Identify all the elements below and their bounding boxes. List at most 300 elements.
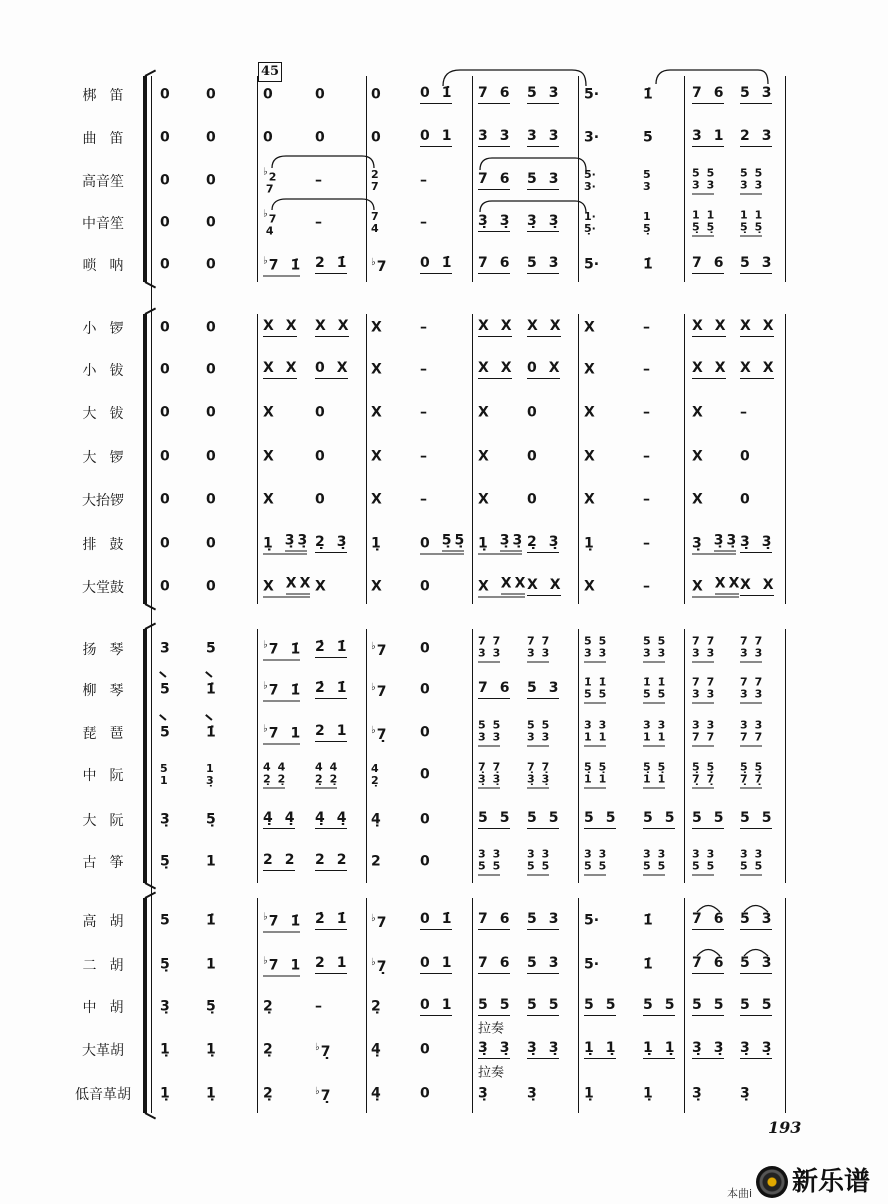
beamed-group: [643, 677, 665, 704]
chord: 7 3: [706, 675, 715, 701]
note: 2̣: [315, 534, 325, 550]
instrument-label: 唢呐: [82, 258, 137, 274]
barline: [578, 629, 579, 883]
beamed-group: [740, 998, 772, 1016]
percussion-hit: X: [263, 404, 274, 421]
rest: 0: [527, 491, 537, 508]
instrument-label: 小锣: [82, 321, 137, 337]
chord: 7 3: [740, 634, 748, 660]
beat: [643, 762, 665, 789]
beat: [692, 319, 726, 337]
chord: 5 3: [657, 634, 666, 660]
beamed-group: [527, 129, 559, 147]
chord: 3 1: [657, 718, 666, 744]
note: 1: [206, 853, 216, 870]
note: 1̇: [643, 256, 653, 273]
beat: [420, 580, 430, 595]
beat: [740, 493, 750, 508]
chord: 5 3: [692, 166, 700, 192]
note: 5: [548, 997, 559, 1013]
beat: [527, 214, 559, 232]
beamed-group: [263, 722, 300, 745]
hold-dash: –: [643, 361, 650, 378]
beat: [263, 88, 273, 103]
note: 1̇: [290, 257, 301, 274]
percussion-hit: X: [336, 360, 348, 376]
flat-sign: ♭: [371, 641, 376, 652]
note: ♭7: [263, 255, 279, 274]
note: 1: [290, 725, 301, 742]
beat: [206, 537, 216, 552]
beat: [478, 534, 522, 555]
beat: [527, 406, 537, 421]
beat: [206, 258, 216, 273]
percussion-hit: X: [371, 448, 382, 465]
note: 3̣: [284, 532, 295, 549]
slur: [480, 201, 586, 213]
beat: [315, 811, 347, 829]
note: 1: [290, 957, 301, 974]
beamed-group: [263, 762, 285, 789]
note: 1̇: [206, 724, 216, 741]
note: 5: [527, 997, 537, 1013]
chord: 1 5̣: [692, 208, 700, 234]
note: 2̇: [315, 639, 325, 655]
flat-sign: ♭: [371, 682, 376, 693]
page-number: 193: [768, 1118, 802, 1137]
note: 3̣: [499, 213, 510, 229]
beat: [206, 363, 216, 378]
chord: 5 3: [492, 718, 501, 744]
note: 5: [605, 810, 616, 826]
beat: [692, 1041, 724, 1059]
beamed-group: [527, 256, 559, 274]
instrument-label: 排鼓: [82, 537, 137, 553]
beat: [315, 88, 325, 103]
note: 3̣: [761, 1040, 772, 1056]
barline: [578, 898, 579, 1113]
beat: [371, 813, 381, 828]
beat: [160, 726, 170, 741]
chord: 7 3: [754, 675, 763, 701]
beat: [692, 493, 703, 508]
beamed-group: [692, 912, 724, 930]
note: 3̣: [548, 534, 559, 550]
barline: [472, 629, 473, 883]
rest: 0: [160, 535, 170, 552]
percussion-hit: X: [371, 361, 382, 378]
chord: 1 5̣: [754, 208, 763, 234]
chord: 5· 3·: [584, 168, 596, 193]
beamed-group: [740, 210, 762, 237]
chord: 2 7: [371, 168, 379, 193]
instrument-label: 梆笛: [82, 88, 137, 104]
beamed-group: [527, 1041, 559, 1059]
beat: [420, 363, 427, 378]
percussion-hit: X: [478, 360, 489, 376]
beat: [420, 450, 427, 465]
beat: [478, 319, 512, 337]
beat: [478, 361, 512, 379]
percussion-hit: X: [584, 491, 595, 508]
beat: [527, 361, 560, 379]
beamed-group: [527, 535, 559, 553]
hold-dash: –: [420, 448, 427, 465]
flat-sign: ♭: [371, 913, 376, 924]
note: 3: [548, 911, 559, 927]
percussion-hit: X: [714, 318, 726, 334]
beat: [160, 131, 170, 146]
beamed-group: [740, 811, 772, 829]
beat: [315, 535, 347, 553]
chord: 3 5: [492, 847, 501, 873]
note: 2̣: [371, 998, 381, 1015]
note: 3̣: [297, 532, 308, 549]
beat: [740, 720, 762, 747]
beat: [315, 319, 349, 337]
chord: 5 3: [643, 168, 651, 193]
note: 2̣: [263, 1041, 273, 1058]
barline: [785, 629, 786, 883]
instrument-label: 扬琴: [82, 642, 137, 658]
logo-text: 新乐谱: [792, 1167, 871, 1197]
beat: [527, 636, 549, 663]
rest: 0: [206, 361, 216, 378]
note: 3: [548, 171, 559, 187]
chord: 3 1: [598, 718, 607, 744]
beat: [643, 914, 653, 929]
beat: [160, 493, 170, 508]
beamed-group: [478, 129, 510, 147]
beat: [527, 172, 559, 190]
note: 5: [692, 810, 702, 826]
beat: [263, 722, 300, 745]
beat: [160, 450, 170, 465]
rest: 0: [160, 214, 170, 231]
beat: [740, 578, 774, 596]
rest: 0: [160, 491, 170, 508]
rest: 0: [315, 404, 325, 421]
beat: [206, 493, 216, 508]
chord: 4 2̣: [263, 760, 271, 786]
beat: [206, 1000, 216, 1015]
beat: [206, 450, 216, 465]
chord: 5̣ 7̣: [754, 760, 763, 786]
beamed-group: [584, 636, 606, 663]
instrument-label: 琵琶: [82, 726, 137, 742]
flat-sign: ♭: [263, 680, 268, 692]
note: 3: [761, 128, 772, 144]
rest: 0: [206, 491, 216, 508]
beamed-group: [692, 534, 736, 555]
beat: [584, 406, 595, 421]
beat: [263, 638, 300, 661]
beat: [584, 211, 596, 235]
chord: 7 3: [541, 634, 550, 660]
chord: 3 1: [643, 718, 651, 744]
beat: [160, 1000, 170, 1015]
chord: 5 3: [541, 718, 550, 744]
beamed-group: [740, 256, 772, 274]
beamed-group: [420, 256, 452, 274]
beat: [263, 1087, 273, 1102]
beat: [206, 914, 216, 929]
beamed-group: [478, 361, 512, 379]
beat: [584, 88, 599, 103]
chord: 7 3: [492, 634, 501, 660]
beamed-group: [315, 762, 337, 789]
percussion-hit: X: [692, 404, 703, 421]
note: 1̇: [643, 86, 653, 103]
group-bracket: [143, 898, 147, 1113]
beat: [643, 811, 675, 829]
note: 1̣: [584, 1085, 594, 1102]
chord: 1̇ 5: [657, 675, 666, 701]
beat: [420, 129, 452, 147]
beat: [643, 131, 653, 146]
instrument-label: 古筝: [82, 855, 137, 871]
note: 1̇: [206, 681, 216, 698]
beat: [263, 493, 274, 508]
beat: [420, 912, 452, 930]
beat: [527, 450, 537, 465]
note: 3̣: [726, 532, 737, 549]
beat: [371, 169, 379, 193]
instrument-label: 高音笙: [82, 174, 124, 190]
beat: [371, 580, 382, 595]
beat: [371, 955, 386, 975]
beamed-group: [584, 998, 616, 1016]
beat: [527, 86, 559, 104]
note: 5: [643, 997, 653, 1013]
rest: 0: [527, 404, 537, 421]
beat: [371, 639, 386, 659]
beat: [478, 849, 500, 876]
double-beamed-group: [715, 577, 740, 595]
percussion-hit: X: [548, 360, 560, 376]
beamed-group: [692, 361, 726, 379]
watermark-prefix: 本曲i: [727, 1187, 753, 1200]
beat: [206, 406, 216, 421]
rest: 0: [160, 256, 170, 273]
chord: 5 3: [598, 634, 607, 660]
rest: 0: [420, 997, 430, 1013]
beat: [315, 1040, 330, 1060]
rest: 0: [206, 172, 216, 189]
note: 6: [713, 255, 724, 271]
beamed-group: [692, 210, 714, 237]
hold-dash: –: [420, 319, 427, 336]
beat: [478, 86, 510, 104]
beat: [315, 640, 347, 658]
double-beamed-group: [500, 534, 523, 552]
beamed-group: [478, 256, 510, 274]
percussion-hit: X: [371, 491, 382, 508]
percussion-hit: X: [714, 360, 726, 376]
beamed-group: [527, 912, 559, 930]
beat: [371, 450, 382, 465]
rest: 0: [315, 86, 325, 103]
instrument-label: 中音笙: [82, 216, 124, 232]
beat: [315, 853, 347, 871]
flat-sign: ♭: [263, 955, 268, 967]
note: 5: [527, 680, 537, 696]
note: 6: [499, 955, 510, 971]
instrument-label: 中阮: [82, 768, 137, 784]
barline: [366, 76, 367, 282]
note: 3̣: [713, 532, 724, 549]
chord: 3 5: [657, 847, 666, 873]
percussion-hit: X: [478, 491, 489, 508]
rest: 0: [160, 86, 170, 103]
flat-sign: ♭: [371, 257, 376, 268]
note: 3̣: [527, 1085, 537, 1102]
beamed-group: [740, 578, 774, 596]
beamed-group: [315, 319, 349, 337]
beat: [527, 998, 559, 1016]
beamed-group: [478, 912, 510, 930]
instrument-label: 大阮: [82, 813, 137, 829]
beamed-group: [527, 319, 561, 337]
hold-dash: –: [740, 404, 747, 421]
percussion-hit: X: [527, 577, 538, 593]
barline: [366, 314, 367, 604]
beat: [692, 534, 736, 555]
chord: 7̣ 3̣: [478, 760, 486, 786]
chord: 7 3: [692, 675, 700, 701]
beamed-group: [740, 129, 772, 147]
beat: [160, 683, 170, 698]
beat: [206, 1043, 216, 1058]
rest: 0: [206, 319, 216, 336]
note: 1: [336, 955, 347, 971]
beat: [263, 254, 300, 277]
rest: 0: [371, 129, 381, 146]
beamed-group: [527, 762, 549, 789]
note: 5: [527, 810, 537, 826]
percussion-hit: X: [584, 448, 595, 465]
beat: [692, 811, 724, 829]
rest: 0: [206, 214, 216, 231]
note: 3·: [584, 129, 600, 146]
beat: [160, 813, 170, 828]
note: ♭7: [263, 639, 279, 658]
beat: [584, 580, 595, 595]
percussion-hit: X: [263, 360, 274, 376]
note: 3: [761, 85, 772, 101]
beat: [420, 534, 464, 555]
beat: [206, 763, 214, 787]
beat: [315, 174, 322, 189]
beamed-group: [315, 853, 347, 871]
beat: [371, 363, 382, 378]
beat: [420, 174, 427, 189]
beat: [315, 762, 337, 789]
beat: [420, 726, 430, 741]
beamed-group: [692, 129, 724, 147]
beamed-group: [478, 681, 510, 699]
beat: [584, 958, 599, 973]
percussion-hit: X: [692, 578, 703, 595]
beat: [643, 720, 665, 747]
beat: [740, 450, 750, 465]
beat: [478, 172, 510, 190]
percussion-hit: X: [584, 361, 595, 378]
note: 2: [315, 255, 325, 271]
rest: 0: [263, 129, 273, 146]
double-beamed-group: [285, 534, 308, 552]
barline: [684, 898, 685, 1113]
beamed-group: [527, 361, 560, 379]
beat: [206, 855, 216, 870]
flat-sign: ♭: [263, 723, 268, 735]
rest: 0: [420, 640, 430, 657]
beat: [740, 168, 762, 195]
beamed-group: [263, 254, 300, 277]
beamed-group: [692, 849, 714, 876]
logo-disc-icon: [756, 1166, 788, 1198]
beat: [692, 956, 724, 974]
beat: [692, 1087, 702, 1102]
beat: [420, 998, 452, 1016]
beat: [643, 580, 650, 595]
beat: [643, 1087, 653, 1102]
beamed-group: [740, 912, 772, 930]
beat: [263, 1043, 273, 1058]
note: 3: [499, 128, 510, 144]
slur: [480, 158, 586, 170]
beat: [692, 86, 724, 104]
beamed-group: [584, 849, 606, 876]
percussion-hit: X: [740, 577, 751, 593]
beamed-group: [478, 577, 525, 598]
beat: [420, 855, 430, 870]
beamed-group: [315, 912, 347, 930]
rest: 0: [206, 86, 216, 103]
instrument-label: 高胡: [82, 914, 137, 930]
beat: [478, 256, 510, 274]
note: 1: [206, 956, 216, 973]
beat: [206, 726, 216, 741]
beat: [263, 811, 295, 829]
beat: [160, 363, 170, 378]
beat: [160, 580, 170, 595]
note: 2̇: [315, 680, 325, 696]
percussion-hit: X: [692, 360, 703, 376]
beat: [420, 642, 430, 657]
instrument-label: 中胡: [82, 1000, 137, 1016]
percussion-hit: X: [584, 404, 595, 421]
chord: 5 3: [643, 634, 651, 660]
beamed-group: [420, 534, 464, 555]
note: 1̇: [441, 911, 452, 927]
note: 5: [160, 681, 170, 698]
note: ♭7: [263, 911, 279, 930]
percussion-hit: X: [285, 360, 297, 376]
beat: [371, 537, 381, 552]
beat: [643, 88, 653, 103]
chord: 3 7: [706, 718, 715, 744]
note: 5: [584, 810, 594, 826]
beamed-group: [420, 998, 452, 1016]
note: 1̇: [336, 911, 347, 927]
instrument-label: 低音革胡: [75, 1087, 131, 1103]
chord: 5 3: [740, 166, 748, 192]
note: 2: [315, 955, 325, 971]
chord: 3 5: [643, 847, 651, 873]
chord: 1 5̣: [706, 208, 715, 234]
beat: [692, 912, 724, 930]
